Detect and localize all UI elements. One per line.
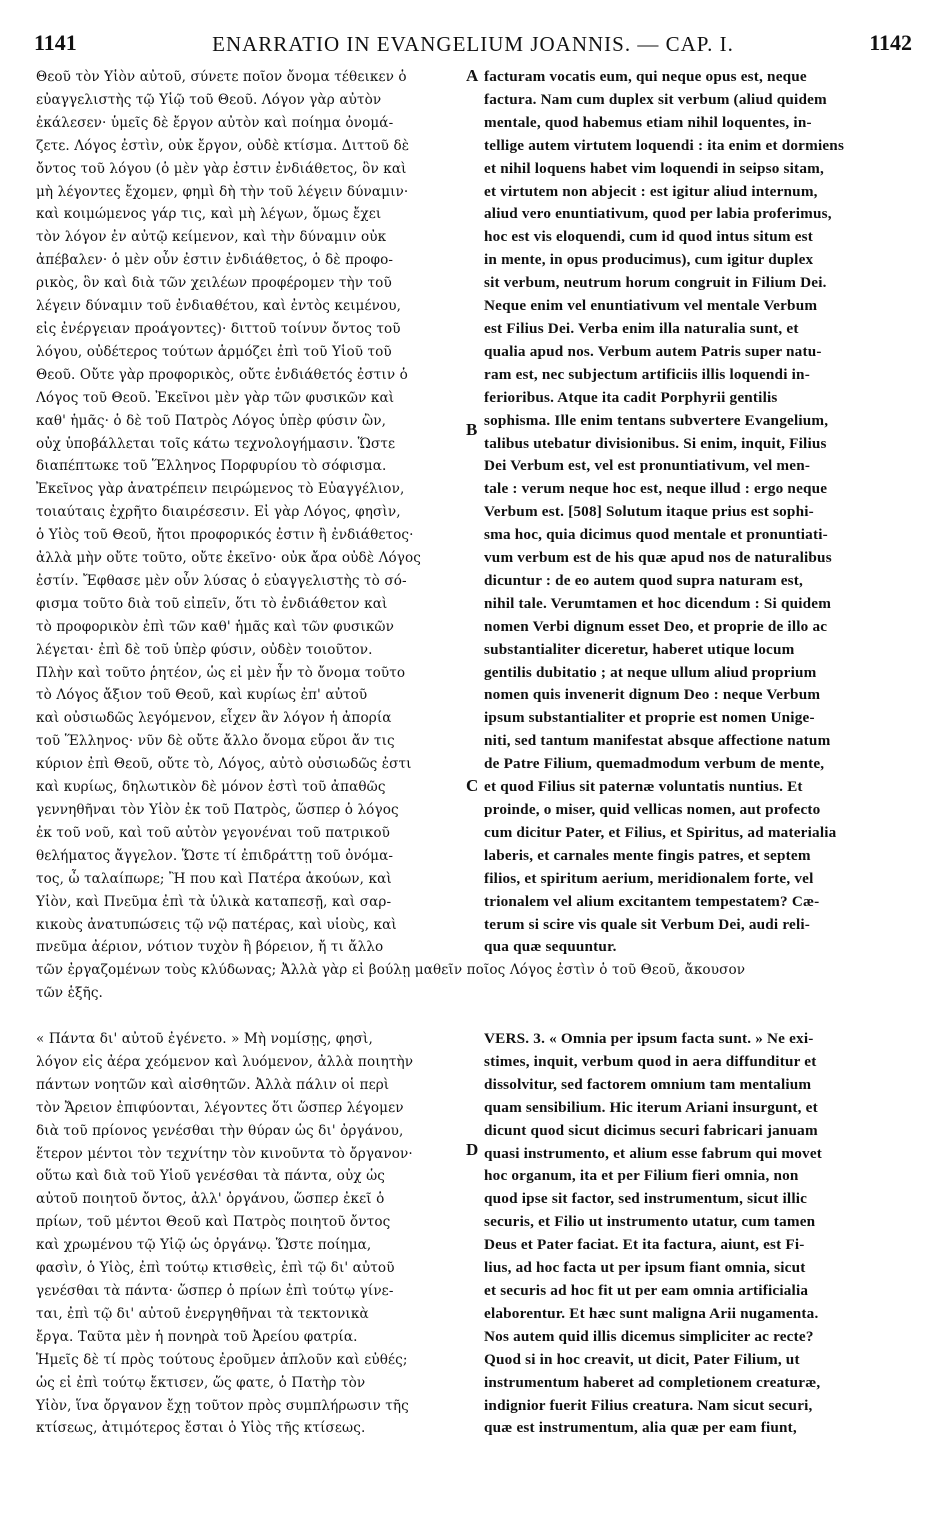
text-line: quam sensibilium. Hic iterum Ariani insurgunt, et [484, 1098, 818, 1116]
text-line: dicunt quod sicut dicimus securi fabricari januam [484, 1121, 818, 1139]
text-line: Nos autem quid illis dicemus simpliciter ac recte? [484, 1327, 814, 1345]
text-line: θελήματος ἄγγελον. Ὥστε τί ἐπιδράττῃ τοῦ ὀνόμα- [36, 847, 394, 864]
text-line: λέγεται· ἐπὶ δὲ τοῦ ὑπὲρ φύσιν, οὐδὲν τοιοῦτον. [36, 641, 373, 658]
text-line: ἔργα. Ταῦτα μὲν ἡ πονηρὰ τοῦ Ἀρείου φατρία. [36, 1328, 358, 1345]
text-line: ἐκ τοῦ νοῦ, καὶ τοῦ αὐτὸν γεγονέναι τοῦ πατρικοῦ [36, 824, 390, 841]
text-line: ἕτερον μέντοι τὸν τεχνίτην τὸν κινοῦντα τὸ ὄργανον· [36, 1145, 413, 1162]
text-line: « Πάντα δι' αὐτοῦ ἐγένετο. » Μὴ νομίσῃς, φησὶ, [36, 1031, 373, 1048]
text-line: φασὶν, ὁ Υἱὸς, ἐπὶ τούτῳ κτισθεὶς, ἐπὶ τῷ δι' αὐτοῦ [36, 1260, 395, 1277]
text-line: λόγον εἰς ἀέρα χεόμενον καὶ λυόμενον, ἀλλὰ ποιητὴν [36, 1053, 414, 1070]
text-line: Πλὴν καὶ τοῦτο ῥητέον, ὡς εἰ μὲν ἦν τὸ ὄνομα τοῦτο [36, 664, 406, 681]
text-line: talibus utebatur divisionibus. Si enim, inquit, Filius [484, 434, 827, 452]
text-line: ipsum substantialiter et proprie est nomen Unige- [484, 709, 815, 727]
text-line: καὶ οὐσιωδῶς λεγόμενον, εἶχεν ἂν λόγον ἡ ἀπορία [36, 710, 392, 727]
text-line: ram est, nec subjectum artificiis illis loquendi in- [484, 365, 810, 383]
text-line: οὕτω καὶ διὰ τοῦ Υἱοῦ γενέσθαι τὰ πάντα, οὐχ ὡς [36, 1168, 385, 1185]
text-line: Verbum est. [508] Solutum itaque prius est sophi- [484, 503, 814, 521]
text-line: Quod si in hoc creavit, ut dicit, Pater Filium, ut [484, 1350, 800, 1368]
text-line: ται, ἐπὶ τῷ δι' αὐτοῦ ἐνεργηθῆναι τὰ τεκτονικὰ [36, 1305, 369, 1322]
text-line: ρικὸς, ὃν καὶ διὰ τῶν χειλέων προφέρομεν τὴν τοῦ [36, 275, 392, 292]
text-line: καὶ κοιμώμενος γάρ τις, καὶ μὴ λέγων, ὅμως ἔχει [36, 206, 382, 223]
text-line: terum si scire vis quale sit Verbum Dei, audi reli- [484, 915, 811, 933]
text-line: πάντων νοητῶν καὶ αἰσθητῶν. Ἀλλὰ πάλιν οἱ περὶ [36, 1076, 390, 1093]
text-line: sit verbum, neutrum horum congruit in Filium Dei. [484, 274, 827, 292]
text-line: εὐαγγελιστὴς τῷ Υἱῷ τοῦ Θεοῦ. Λόγον γὰρ αὐτὸν [36, 91, 382, 108]
text-line [484, 982, 912, 1005]
text-line: τὸν Ἄρειον ἐπιφύονται, λέγοντες ὅτι ὥσπερ λέγομεν [36, 1099, 404, 1116]
text-line: factura. Nam cum duplex sit verbum (aliud quidem [484, 90, 827, 108]
text-line: Υἱὸν, ἵνα ὄργανον ἔχῃ τοῦτον πρὸς συμπλήρωσιν τῆς [36, 1397, 409, 1414]
text-line: tellige autem virtutem loquendi : ita enim et dormiens [484, 136, 845, 154]
text-line: διὰ τοῦ πρίονος γενέσθαι τὴν θύραν ὡς δι' ὀργάνου, [36, 1122, 404, 1139]
text-line: ἐστίν. Ἔφθασε μὲν οὖν λύσας ὁ εὐαγγελιστὴς τὸ σό- [36, 572, 407, 589]
text-line: de Patre Filium, quemadmodum verbum de mente, [484, 755, 825, 773]
text-line: nomen Verbi dignum esset Deo, et proprie de illo ac [484, 617, 828, 635]
text-line: αὐτοῦ ποιητοῦ ὄντος, ἀλλ' ὀργάνου, ὥσπερ ἐκεῖ ὁ [36, 1191, 385, 1208]
text-line: τοῦ Ἕλληνος· νῦν δὲ οὔτε ἄλλο ὄνομα εὕροι ἄν τις [36, 733, 395, 750]
text-line: Λόγος τοῦ Θεοῦ. Ἐκεῖνοι μὲν γὰρ τῶν φυσικῶν καὶ [36, 389, 395, 406]
text-line: τὸ προφορικὸν ἐπὶ τῶν καθ' ἡμᾶς καὶ τῶν φυσικῶν [36, 618, 394, 635]
text-line: κύριον ἐπὶ Θεοῦ, οὔτε τὸ, Λόγος, αὐτὸ οὐσιωδῶς ἐστι [36, 756, 412, 773]
text-line: quasi instrumento, et alium esse fabrum qui movet [484, 1144, 823, 1162]
latin-text-column [484, 66, 912, 1440]
text-line: tale : verum neque hoc est, neque illud : ergo neque [484, 480, 828, 498]
text-line: trionalem vel alium excitantem tempestatem? Cæ- [484, 892, 820, 910]
text-line: πνεῦμα ἀέριον, νότιον τυχὸν ἢ βόρειον, ἤ τι ἄλλο [36, 939, 384, 956]
margin-marker-a: A [466, 66, 479, 85]
text-line: γενέσθαι τὰ πάντα· ὥσπερ ὁ πρίων ἐπὶ τούτῳ γίνε- [36, 1283, 394, 1300]
text-line: καὶ κυρίως, δηλωτικὸν δὲ μόνον ἐστὶ τοῦ ἀπαθῶς [36, 779, 386, 796]
text-line: nomen quis invenerit dignum Deo : neque Verbum [484, 686, 821, 704]
text-line: gentilis dubitatio ; at neque ullum aliud proprium [484, 663, 817, 681]
text-line: dicuntur : de eo autem quod supra naturam est, [484, 571, 804, 589]
text-line: Dei Verbum est, vel est pronuntiativum, vel men- [484, 457, 811, 475]
text-line: τοιαύταις ἐχρῆτο διαιρέσεσιν. Εἰ γὰρ Λόγος, φησὶν, [36, 504, 401, 521]
page-header [34, 30, 912, 60]
text-line: τῶν ἐργαζομένων τοὺς κλύδωνας; Ἀλλὰ γὰρ εἰ βούλῃ μαθεῖν ποῖος Λόγος ἐστὶν ὁ τοῦ Θεοῦ, ἄκουσον [36, 962, 746, 979]
text-line: τῶν ἑξῆς. [36, 985, 103, 1002]
text-line: sma hoc, quia dicimus quod mentale et pronuntiati- [484, 526, 828, 544]
text-line: stimes, inquit, verbum quod in aera diffunditur et [484, 1052, 817, 1070]
text-line: τὸν λόγον ἐν αὐτῷ κείμενον, καὶ τὴν δύναμιν οὐκ [36, 229, 387, 246]
text-line: facturam vocatis eum, qui neque opus est, neque [484, 68, 807, 85]
text-line: Υἱὸν, καὶ Πνεῦμα ἐπὶ τὰ ὑλικὰ καταπεσῇ, καὶ σαρ- [36, 893, 392, 910]
text-line: elaborentur. Et hæc sunt maligna Arii nugamenta. [484, 1304, 819, 1322]
text-line: substantialiter diceretur, haberet utique locum [484, 640, 795, 658]
text-line: dissolvitur, sed factorem omnium tam mentalium [484, 1075, 812, 1093]
text-line [484, 959, 912, 982]
text-line: in mente, in opus producimus), cum igitur duplex [484, 251, 814, 269]
left-column-number: 1141 [34, 30, 77, 55]
text-line: indignior fuerit Filius creatura. Nam sicut securi, [484, 1396, 813, 1414]
text-line: est Filius Dei. Verba enim illa naturalia sunt, et [484, 319, 799, 337]
text-line: Θεοῦ τὸν Υἱὸν αὐτοῦ, σύνετε ποῖον ὄνομα τέθεικεν ὁ [36, 69, 407, 85]
text-line: ὁ Υἱὸς τοῦ Θεοῦ, ἤτοι προφορικός ἐστιν ἢ ἐνδιάθετος· [36, 527, 414, 544]
text-line: διαπέπτωκε τοῦ Ἕλληνος Πορφυρίου τὸ σόφισμα. [36, 458, 387, 475]
text-line: et securis ad hoc fit ut per eam omnia artificialia [484, 1281, 809, 1299]
text-line: nihil tale. Verumtamen et hoc dicendum : Si quidem [484, 594, 832, 612]
margin-marker-b: B [466, 420, 478, 439]
text-line: ἀλλὰ μὴν οὔτε τοῦτο, οὔτε ἐκεῖνο· οὐκ ἄρα οὐδὲ Λόγος [36, 550, 422, 567]
text-line: τος, ὦ ταλαίπωρε; Ἢ που καὶ Πατέρα ἀκούων, καὶ [36, 870, 392, 887]
text-line: ἀπέβαλεν· ὁ μὲν οὖν ἐστιν ἐνδιάθετος, ὁ δὲ προφο- [36, 252, 394, 269]
text-line: qua quæ sequuntur. [484, 938, 617, 956]
text-line: Ἐκεῖνος γὰρ ἀνατρέπειν πειρώμενος τὸ Εὐαγγέλιον, [36, 481, 405, 498]
text-line: εἰς ἐνέργειαν προάγοντες)· διττοῦ τοίνυν ὄντος τοῦ [36, 320, 401, 337]
text-line: ὡς εἰ ἐπὶ τούτῳ ἔκτισεν, ὥς φατε, ὁ Πατὴρ τὸν [36, 1374, 366, 1391]
text-line: Neque enim vel enuntiativum vel mentale Verbum [484, 297, 818, 315]
text-line: instrumentum haberet ad completionem creaturæ, [484, 1373, 821, 1391]
text-line: niti, sed tantum manifestat absque affectione natum [484, 732, 831, 750]
text-line: φισμα τοῦτο διὰ τοῦ εἰπεῖν, ὅτι τὸ ἐνδιάθετον καὶ [36, 595, 388, 612]
text-line: cum dicitur Pater, et Filius, et Spiritus, ad materialia [484, 823, 837, 841]
text-line [36, 1005, 466, 1028]
text-line: aliud vero enuntiativum, quod per labia proferimus, [484, 205, 832, 223]
text-line: κικοὺς ἀνατυπώσεις τῷ νῷ πατέρας, καὶ υἱοὺς, καὶ [36, 916, 397, 933]
text-line: καθ' ἡμᾶς· ὁ δὲ τοῦ Πατρὸς Λόγος ὑπὲρ φύσιν ὢν, [36, 412, 386, 429]
text-line: ὄντος τοῦ λόγου (ὁ μὲν γὰρ ἐστιν ἐνδιάθετος, ὃν καὶ [36, 160, 407, 177]
text-line: sophisma. Ille enim tentans subvertere Evangelium, [484, 411, 829, 429]
text-line: hoc est vis eloquendi, cum id quod intus situm est [484, 228, 813, 246]
text-line: filios, et spiritum aerium, meridionalem forte, vel [484, 869, 814, 887]
text-line: proinde, o miser, quid vellicas nomen, aut profecto [484, 801, 821, 818]
text-line: μὴ λέγοντες ἔχομεν, φημὶ δὴ τὴν τοῦ λέγειν δύναμιν· [36, 183, 409, 200]
margin-marker-c: C [466, 776, 479, 795]
text-line: καὶ χρωμένου τῷ Υἱῷ ὡς ὀργάνῳ. Ὥστε ποίημα, [36, 1237, 372, 1254]
text-line: τὸ Λόγος ἄξιον τοῦ Θεοῦ, καὶ κυρίως ἐπ' αὐτοῦ [36, 687, 368, 704]
text-line: οὐχ ὑποβάλλεται τοῖς κάτω τεχνολογήμασιν. Ὥστε [36, 435, 396, 452]
text-line: Ἡμεῖς δὲ τί πρὸς τούτους ἐροῦμεν ἁπλοῦν καὶ εὐθές; [36, 1351, 408, 1368]
text-line: κτίσεως, ἀτιμότερος ἔσται ὁ Υἱὸς τῆς κτίσεως. [36, 1420, 366, 1437]
running-title: ENARRATIO IN EVANGELIUM JOANNIS. — CAP. I. [212, 32, 734, 56]
text-line: laberis, et carnales mente fingis patres, et septem [484, 846, 811, 864]
right-column-number: 1142 [869, 30, 912, 55]
text-line: et quod Filius sit paternæ voluntatis nuntius. Et [484, 778, 803, 796]
text-line: λόγου, οὐδέτερος τούτων ἁρμόζει ἐπὶ τοῦ Υἱοῦ τοῦ [36, 343, 392, 360]
text-line: lius, ad hoc facta ut per ipsum fiant omnia, sicut [484, 1259, 806, 1277]
text-line: VERS. 3. « Omnia per ipsum facta sunt. » Ne exi- [484, 1030, 814, 1048]
text-line: ἐκάλεσεν· ὑμεῖς δὲ ἔργον αὐτὸν καὶ ποίημα ὀνομά- [36, 114, 394, 131]
text-line: ferioribus. Atque ita cadit Porphyrii gentilis [484, 388, 778, 406]
text-line [484, 1005, 912, 1028]
text-line: quod ipse sit factor, sed instrumentum, sicut illic [484, 1190, 808, 1208]
text-line: hoc organum, ita et per Filium fieri omnia, non [484, 1167, 799, 1185]
text-line: ζετε. Λόγος ἐστὶν, οὐκ ἔργον, οὐδὲ κτίσμα. Διττοῦ δὲ [36, 137, 410, 154]
text-line: Θεοῦ. Οὔτε γὰρ προφορικὸς, οὔτε ἐνδιάθετός ἐστιν ὁ [36, 366, 408, 383]
text-line: Deus et Pater faciat. Et ita factura, aiunt, est Fi- [484, 1236, 805, 1254]
text-line: vum verbum est de his quæ apud nos de naturalibus [484, 549, 832, 567]
text-line: securis, et Filio ut instrumento utatur, cum tamen [484, 1213, 816, 1231]
text-line: et nihil loquens habet vim loquendi in seipso sitam, [484, 159, 824, 177]
text-line: πρίων, τοῦ μέντοι Θεοῦ καὶ Πατρὸς ποιητοῦ ὄντος [36, 1214, 391, 1231]
text-line: γεννηθῆναι τὸν Υἱὸν ἐκ τοῦ Πατρὸς, ὥσπερ ὁ λόγος [36, 802, 399, 818]
text-line: qualia apud nos. Verbum autem Patris super natu- [484, 342, 822, 360]
margin-marker-d: D [466, 1140, 479, 1159]
text-line: quæ est instrumentum, alia quæ per eam fiunt, [484, 1419, 797, 1437]
text-line: mentale, quod habemus etiam nihil loquentes, in- [484, 113, 812, 131]
text-line: et virtutem non abjecit : est igitur aliud internum, [484, 182, 818, 200]
text-line: λέγειν δύναμιν τοῦ ἐνδιαθέτου, καὶ ἐντὸς κειμένου, [36, 298, 402, 315]
